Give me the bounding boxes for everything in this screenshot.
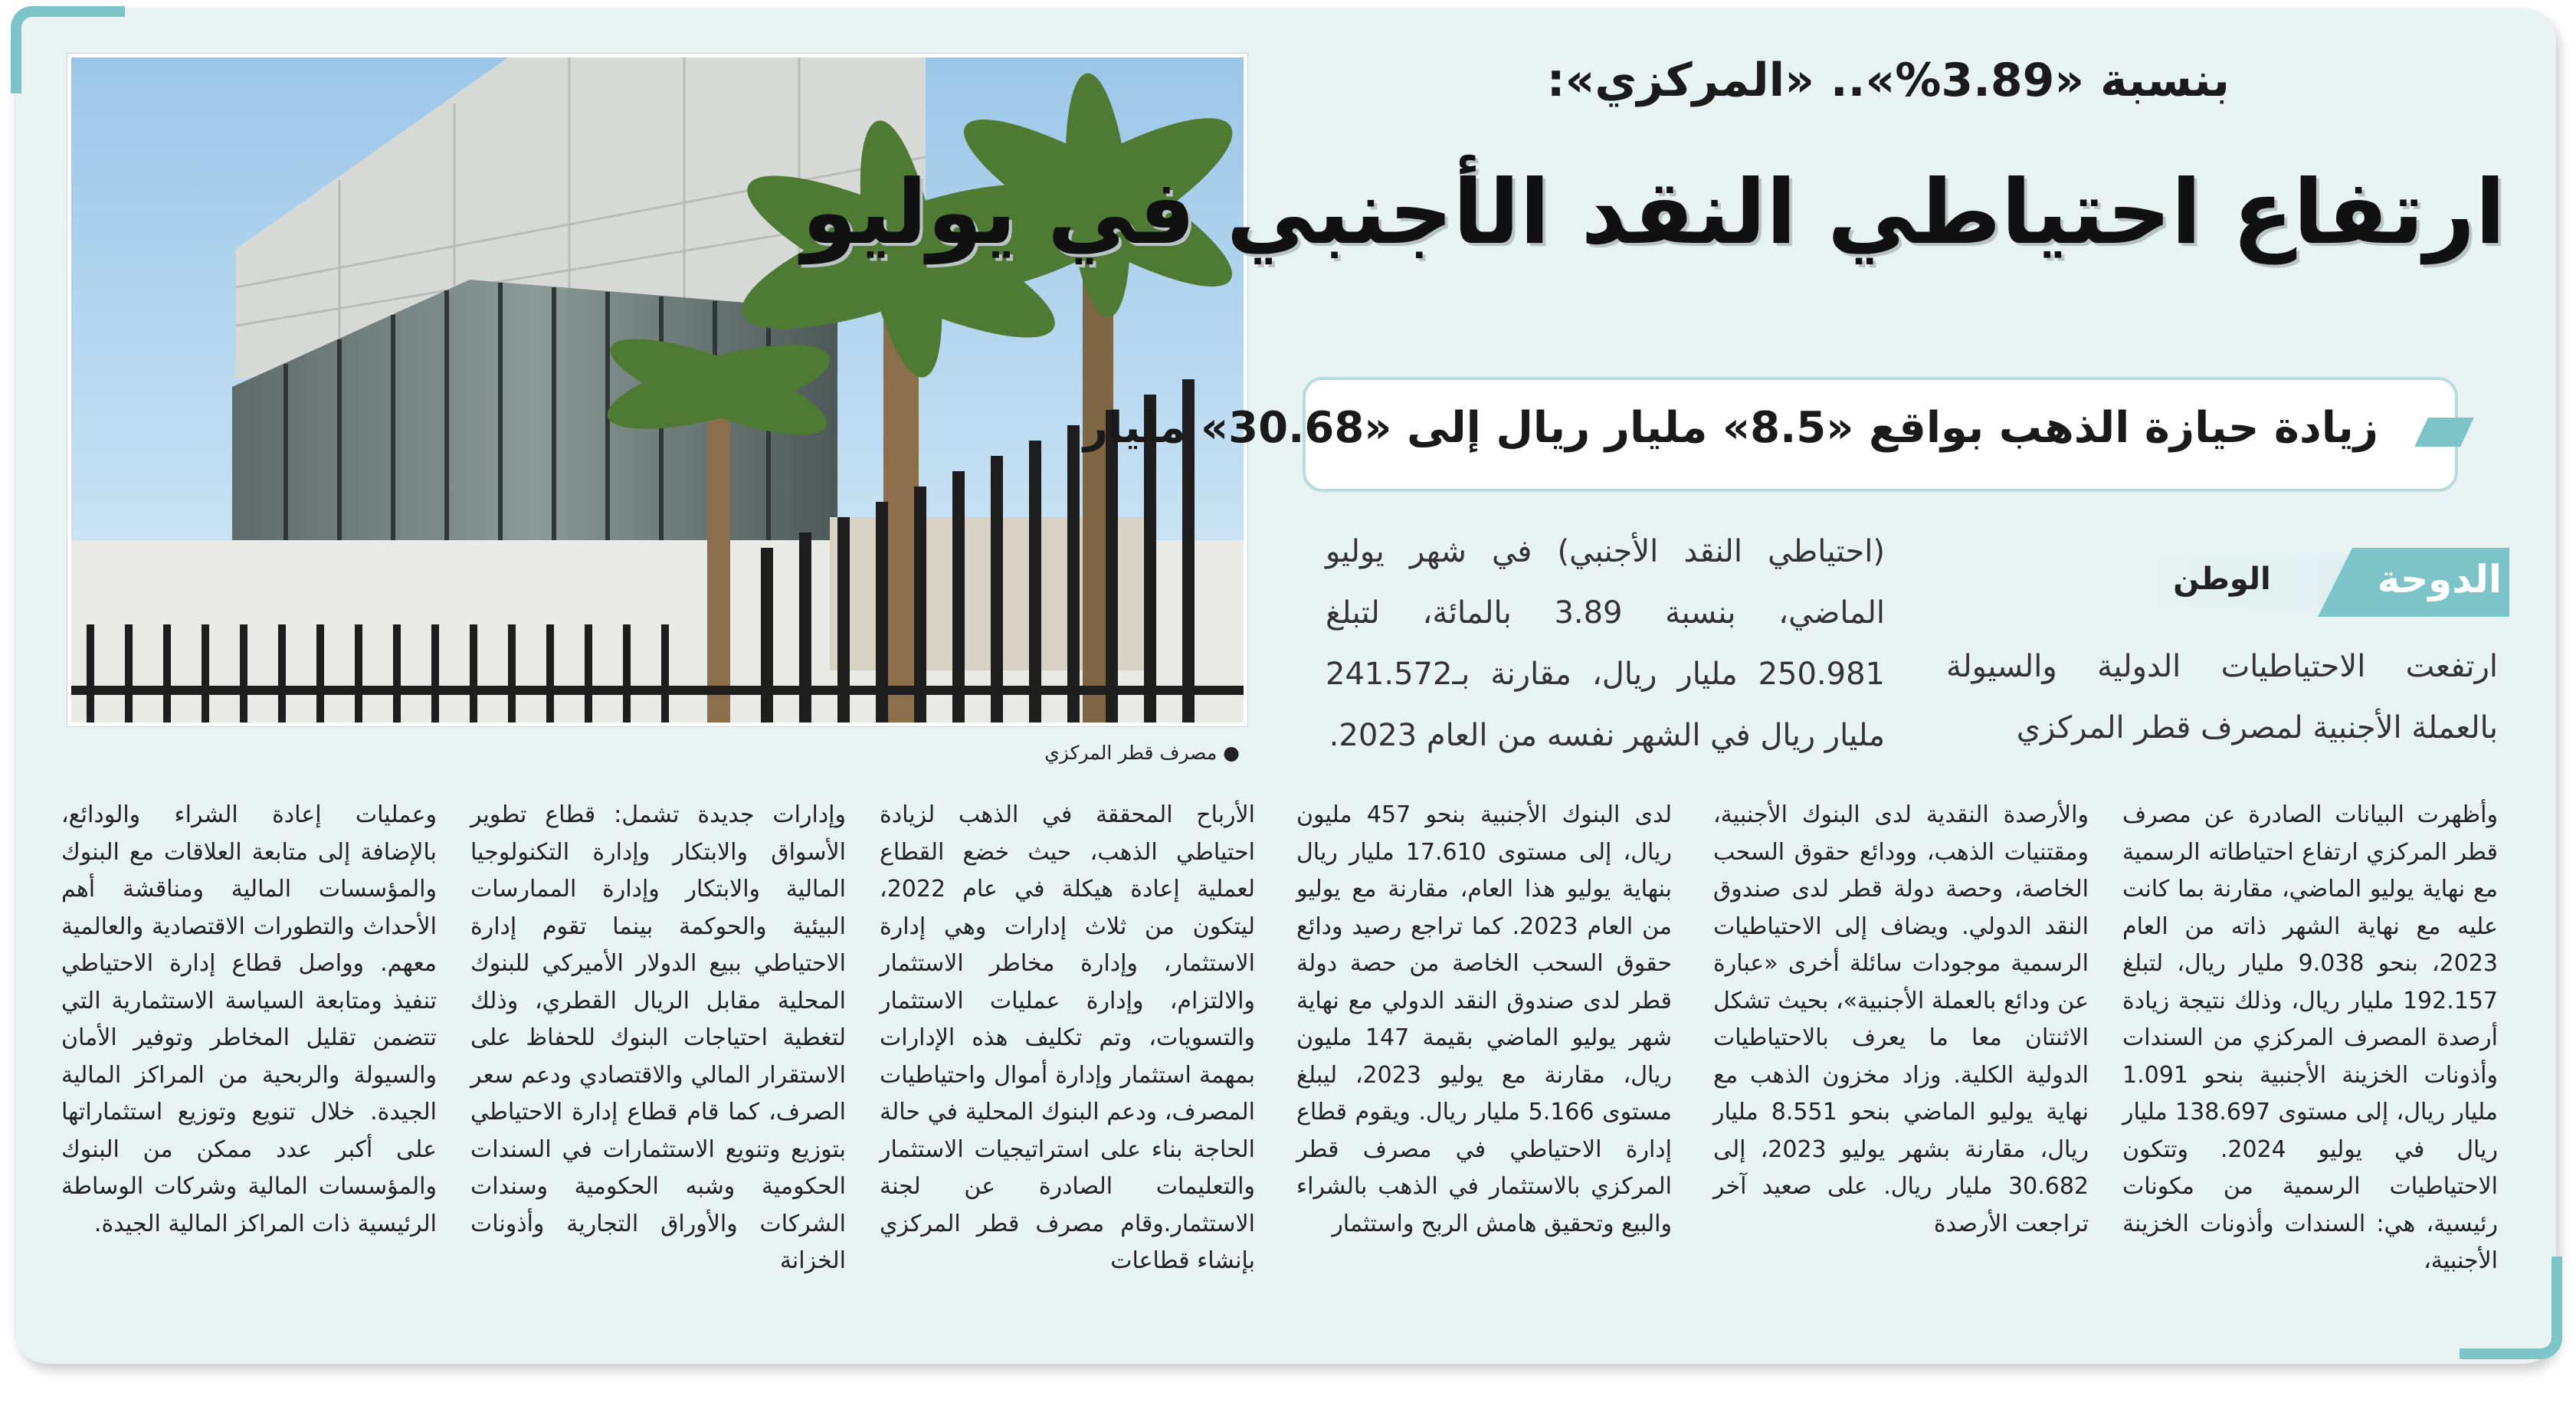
- subheadline: زيادة حيازة الذهب بواقع «8.5» مليار ريال إلى «30.68» مليار: [1083, 403, 2378, 453]
- body-column-5: وإدارات جديدة تشمل: قطاع تطوير الأسواق والابتكار وإدارة التكنولوجيا المالية والابتكار وإدارة الممارسات البيئية والحوكمة بينما تقوم إدارة الاحتياطي ببيع الدولار الأميركي للبنوك المحلية مقابل الريال القطري، وذلك لتغطية احتياجات البنوك للحفاظ على الاستقرار المالي والاقتصادي ودعم سعر الصرف، كما قام قطاع إدارة الاحتياطي بتوزيع وتنويع الاستثمارات في السندات الحكومية وشبه الحكومية وسندات الشركات والأوراق التجارية وأذونات الخزانة: [470, 801, 846, 1274]
- article-photo: [67, 54, 1247, 726]
- body-column-1: وأظهرت البيانات الصادرة عن مصرف قطر المركزي ارتفاع احتياطاته الرسمية مع نهاية يوليو الماضي، مقارنة بما كانت عليه مع نهاية الشهر ذاته من العام 2023، بنحو 9.038 مليار ريال، لتبلغ 192.157 مليار ريال، وذلك نتيجة زيادة أرصدة المصرف المركزي من السندات وأذونات الخزينة الأجنبية بنحو 1.091 مليار ريال، إلى مستوى 138.697 مليار ريال في يوليو 2024. وتتكون الاحتياطيات الرسمية من مكونات رئيسية، هي: السندات وأذونات الخزينة الأجنبية،: [2122, 801, 2498, 1274]
- body-column-3: لدى البنوك الأجنبية بنحو 457 مليون ريال، إلى مستوى 17.610 مليار ريال بنهاية يوليو هذا العام، مقارنة مع يوليو من العام 2023. كما تراجع رصيد ودائع حقوق السحب الخاصة من حصة دولة قطر لدى صندوق النقد الدولي مع نهاية شهر يوليو الماضي بقيمة 147 مليون ريال، مقارنة مع يوليو 2023، ليبلغ مستوى 5.166 مليار ريال. ويقوم قطاع إدارة الاحتياطي في مصرف قطر المركزي بالاستثمار في الذهب بالشراء والبيع وتحقيق هامش الربح واستثمار: [1296, 801, 1672, 1237]
- body-column-4: الأرباح المحققة في الذهب لزيادة احتياطي الذهب، حيث خضع القطاع لعملية إعادة هيكلة في عام 2022، ليتكون من ثلاث إدارات وهي إدارة الاستثمار، وإدارة مخاطر الاستثمار والالتزام، وإدارة عمليات الاستثمار والتسويات، وتم تكليف هذه الإدارات بمهمة استثمار وإدارة أموال واحتياطيات المصرف، ودعم البنوك المحلية في حالة الحاجة بناء على استراتيجيات الاستثمار والتعليمات الصادرة عن لجنة الاستثمار.وقام مصرف قطر المركزي بإنشاء قطاعات: [880, 801, 1255, 1274]
- subheadline-box: [1083, 377, 2458, 492]
- kicker: بنسبة «3.89%».. «المركزي»:: [1546, 54, 2230, 107]
- source-name: الوطن: [2173, 562, 2271, 597]
- intro-right: ارتفعت الاحتياطيات الدولية والسيولة بالعملة الأجنبية لمصرف قطر المركزي: [1946, 649, 2498, 745]
- photo-caption: ● مصرف قطر المركزي: [1044, 742, 1240, 764]
- body-column-2: والأرصدة النقدية لدى البنوك الأجنبية، ومقتنيات الذهب، وودائع حقوق السحب الخاصة، وحصة دولة قطر لدى صندوق النقد الدولي. ويضاف إلى الاحتياطيات الرسمية موجودات سائلة أخرى «عبارة عن ودائع بالعملة الأجنبية»، بحيث تشكل الاثنتان معا ما يعرف بالاحتياطيات الدولية الكلية. وزاد مخزون الذهب مع نهاية يوليو الماضي بنحو 8.551 مليار ريال، مقارنة بشهر يوليو 2023، إلى 30.682 مليار ريال. على صعيد آخر تراجعت الأرصدة: [1713, 801, 2089, 1237]
- photo-caption-text: مصرف قطر المركزي: [1044, 742, 1218, 764]
- body-column-6: وعمليات إعادة الشراء والودائع، بالإضافة إلى متابعة العلاقات مع البنوك والمؤسسات المالية ومناقشة أهم الأحداث والتطورات الاقتصادية والعالمية معهم. وواصل قطاع إدارة الاحتياطي تنفيذ ومتابعة السياسة الاستثمارية التي تتضمن تقليل المخاطر وتوفير الأمان والسيولة والربحية من المراكز المالية الجيدة. خلال تنويع وتوزيع استثماراتها على أكبر عدد ممكن من البنوك والمؤسسات المالية وشركات الوساطة الرئيسية ذات المراكز المالية الجيدة.: [61, 801, 437, 1237]
- dateline: [2027, 548, 2509, 615]
- dateline-city: الدوحة: [2377, 557, 2502, 601]
- headline: ارتفاع احتياطي النقد الأجنبي في يوليو: [801, 161, 2506, 264]
- intro-left: (احتياطي النقد الأجنبي) في شهر يوليو الماضي، بنسبة 3.89 بالمائة، لتبلغ 250.981 مليار ريال، مقارنة بـ241.572 مليار ريال في الشهر نفسه من العام 2023.: [1326, 534, 1885, 753]
